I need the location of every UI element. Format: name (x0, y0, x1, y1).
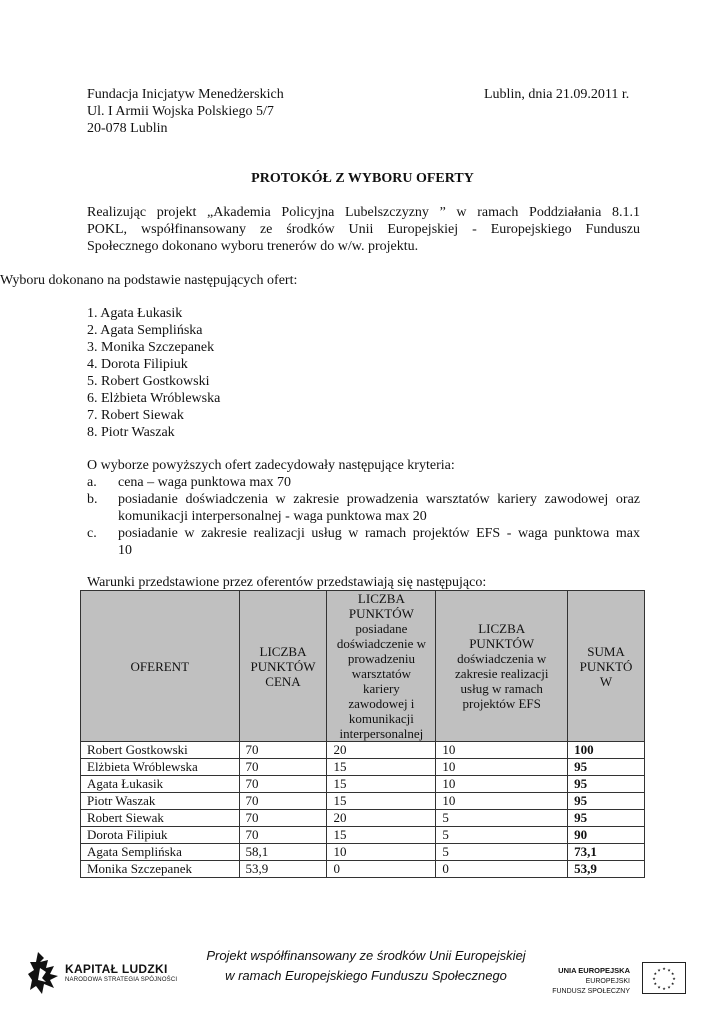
cell-price: 58,1 (239, 844, 327, 861)
eu-subtitle-line: FUNDUSZ SPOŁECZNY (552, 988, 630, 995)
header-text: projektów EFS (462, 696, 541, 711)
offers-table (80, 590, 645, 878)
table-row (81, 742, 645, 759)
header-text: zawodowej i (348, 696, 415, 711)
svg-text:★: ★ (662, 986, 666, 991)
svg-text:★: ★ (672, 976, 676, 981)
cell-sum: 73,1 (568, 844, 645, 861)
intro-line: POKL, współfinansowany ze środków Unii Europejskiej - Europejskiego Funduszu (87, 222, 640, 237)
offer-item: 2. Agata Semplińska (87, 323, 203, 338)
header-cell-experience (327, 591, 436, 742)
kapital-ludzki-subtitle: NARODOWA STRATEGIA SPÓJNOŚCI (65, 977, 178, 983)
offer-item: 4. Dorota Filipiuk (87, 357, 188, 372)
svg-text:★: ★ (667, 967, 671, 973)
cell-efs: 5 (436, 827, 568, 844)
cell-price: 70 (239, 810, 327, 827)
offer-item: 5. Robert Gostkowski (87, 374, 210, 389)
cell-offerent: Agata Semplińska (81, 844, 240, 861)
header-text: PUNKTÓW (348, 606, 414, 621)
cell-price: 70 (239, 793, 327, 810)
criterion-letter: a. (87, 475, 97, 490)
criterion-item (87, 491, 640, 525)
eu-title: UNIA EUROPEJSKA (558, 966, 630, 975)
sender-name: Fundacja Inicjatyw Menedżerskich (87, 87, 284, 102)
header-text: prowadzeniu (347, 651, 415, 666)
document-date: Lublin, dnia 21.09.2011 r. (484, 87, 630, 102)
cell-offerent: Dorota Filipiuk (81, 827, 240, 844)
svg-text:★: ★ (670, 971, 675, 976)
header-text: komunikacji (348, 711, 414, 726)
cell-experience: 15 (327, 793, 436, 810)
cell-price: 70 (239, 776, 327, 793)
header-text: warsztatów (351, 666, 411, 681)
criteria-intro: O wyborze powyższych ofert zadecydowały następujące kryteria: (87, 458, 455, 473)
header-cell-offerent (81, 591, 240, 742)
header-text: OFERENT (130, 658, 190, 674)
criterion-text: komunikacji interpersonalnej - waga punktowa max 20 (118, 509, 427, 524)
eu-stars-icon (643, 963, 685, 993)
svg-text:★: ★ (657, 984, 661, 990)
table-row (81, 810, 645, 827)
header-text: doświadczenia w (457, 651, 547, 666)
cell-sum: 90 (568, 827, 645, 844)
offers-list (87, 305, 220, 441)
eu-subtitle-line: EUROPEJSKI (585, 978, 630, 985)
cell-experience: 20 (327, 742, 436, 759)
header-text: PUNKTÓW (469, 636, 535, 651)
table-row (81, 759, 645, 776)
cell-offerent: Piotr Waszak (81, 793, 240, 810)
cell-sum: 95 (568, 776, 645, 793)
header-text: SUMA (587, 643, 625, 659)
sender-address (87, 86, 284, 137)
offers-lead: Wyboru dokonano na podstawie następujących ofert: (0, 273, 298, 288)
offer-item: 1. Agata Łukasik (87, 306, 183, 321)
criterion-text: cena – waga punktowa max 70 (118, 475, 291, 490)
criteria-list (87, 474, 640, 559)
eu-subtitle (552, 977, 630, 997)
criterion-text: posiadanie doświadczenia w zakresie prowadzenia warsztatów kariery zawodowej oraz (118, 492, 640, 507)
cell-offerent: Agata Łukasik (81, 776, 240, 793)
header-text: interpersonalnej (339, 726, 424, 741)
header-cell-price (239, 591, 327, 742)
cell-sum: 95 (568, 759, 645, 776)
cell-efs: 10 (436, 776, 568, 793)
cell-sum: 100 (568, 742, 645, 759)
table-row (81, 776, 645, 793)
cell-sum: 95 (568, 810, 645, 827)
cell-price: 70 (239, 827, 327, 844)
header-text: PUNKTÓ (579, 658, 633, 674)
offer-item: 8. Piotr Waszak (87, 425, 175, 440)
criterion-letter: c. (87, 526, 97, 541)
cell-price: 53,9 (239, 861, 327, 878)
header-text: posiadane (355, 621, 408, 636)
conditions-lead: Warunki przedstawione przez oferentów przedstawiają się następująco: (87, 575, 487, 590)
footer-line: Projekt współfinansowany ze środków Unii Europejskiej (206, 948, 526, 963)
criterion-item (87, 525, 640, 559)
offer-item: 7. Robert Siewak (87, 408, 184, 423)
eu-flag-icon (642, 962, 686, 994)
cell-sum: 53,9 (568, 861, 645, 878)
kapital-ludzki-logo (28, 950, 188, 996)
header-cell-efs (436, 591, 568, 742)
header-text: LICZBA (357, 591, 405, 606)
kapital-ludzki-title: KAPITAŁ LUDZKI (65, 962, 168, 976)
header-cell-sum (568, 591, 645, 742)
footer-note (196, 946, 536, 986)
table-row (81, 793, 645, 810)
criterion-text: posiadanie w zakresie realizacji usług w ramach projektów EFS - waga punktowa max (118, 526, 640, 541)
cell-experience: 20 (327, 810, 436, 827)
intro-paragraph (87, 204, 640, 255)
header-text: doświadczenie w (336, 636, 426, 651)
cell-efs: 5 (436, 810, 568, 827)
table-row (81, 827, 645, 844)
cell-efs: 0 (436, 861, 568, 878)
svg-text:★: ★ (653, 981, 658, 986)
cell-efs: 10 (436, 742, 568, 759)
offer-item: 3. Monika Szczepanek (87, 340, 215, 355)
document-title: PROTOKÓŁ Z WYBORU OFERTY (251, 171, 474, 186)
cell-experience: 15 (327, 776, 436, 793)
cell-efs: 10 (436, 793, 568, 810)
cell-price: 70 (239, 742, 327, 759)
intro-line: Realizując projekt „Akademia Policyjna Lubelszczyzny ” w ramach Poddziałania 8.1.1 (87, 205, 640, 220)
header-text: W (599, 673, 613, 689)
table-row (81, 844, 645, 861)
header-text: CENA (265, 673, 301, 689)
table-header-row (81, 591, 645, 742)
eu-logo (552, 962, 686, 1012)
sender-street: Ul. I Armii Wojska Polskiego 5/7 (87, 104, 274, 119)
criterion-item (87, 474, 640, 491)
cell-experience: 0 (327, 861, 436, 878)
header-text: usług w ramach (460, 681, 543, 696)
criterion-letter: b. (87, 492, 98, 507)
criterion-text: 10 (118, 543, 132, 558)
cell-offerent: Robert Siewak (81, 810, 240, 827)
cell-price: 70 (239, 759, 327, 776)
cell-offerent: Elżbieta Wróblewska (81, 759, 240, 776)
header-text: zakresie realizacji (454, 666, 549, 681)
svg-text:★: ★ (667, 984, 671, 990)
cell-experience: 10 (327, 844, 436, 861)
svg-text:★: ★ (657, 967, 661, 973)
offer-item: 6. Elżbieta Wróblewska (87, 391, 221, 406)
svg-text:★: ★ (653, 971, 658, 976)
svg-text:★: ★ (662, 966, 666, 971)
header-text: PUNKTÓW (250, 658, 316, 674)
kapital-ludzki-emblem-icon (28, 950, 62, 996)
header-text: LICZBA (478, 621, 526, 636)
svg-text:★: ★ (670, 981, 675, 986)
cell-sum: 95 (568, 793, 645, 810)
header-text: kariery (362, 681, 400, 696)
cell-efs: 5 (436, 844, 568, 861)
table-row (81, 861, 645, 878)
header-text: LICZBA (259, 643, 307, 659)
cell-offerent: Robert Gostkowski (81, 742, 240, 759)
cell-offerent: Monika Szczepanek (81, 861, 240, 878)
intro-line: Społecznego dokonano wyboru trenerów do w/w. projektu. (87, 239, 419, 254)
cell-efs: 10 (436, 759, 568, 776)
cell-experience: 15 (327, 827, 436, 844)
sender-city: 20-078 Lublin (87, 121, 168, 136)
cell-experience: 15 (327, 759, 436, 776)
footer-line: w ramach Europejskiego Funduszu Społecznego (225, 968, 507, 983)
svg-text:★: ★ (652, 976, 656, 981)
